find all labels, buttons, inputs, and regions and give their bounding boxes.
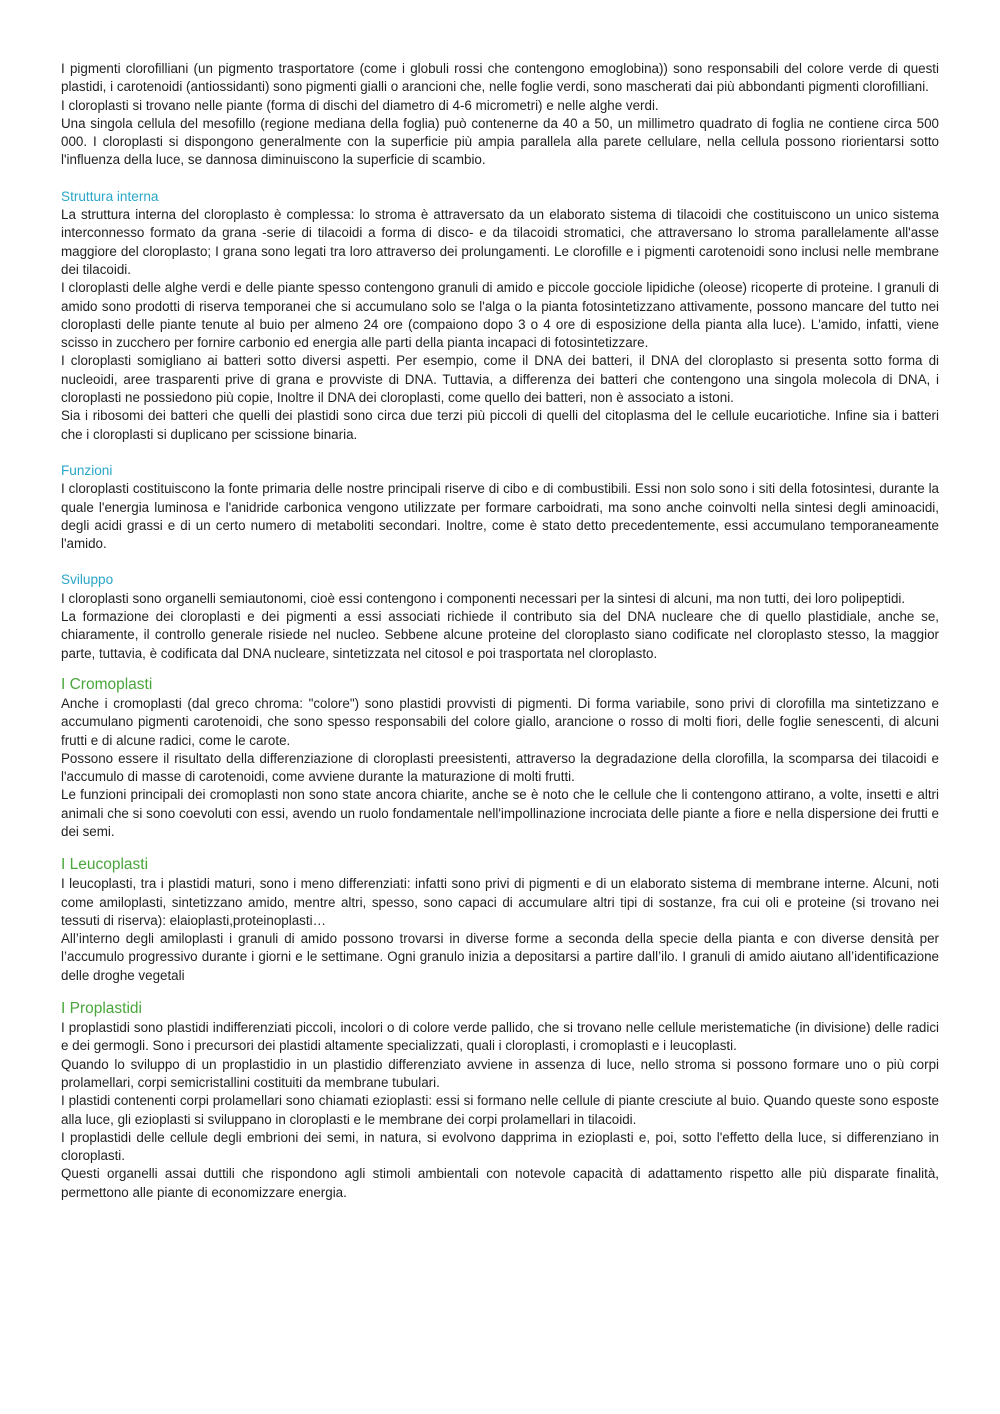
proplastidi-paragraph-5: Questi organelli assai duttili che rispondono agli stimoli ambientali con notevole capacità di adattamento rispetto alle più disparate finalità, permettono alle piante di economizzare energia. xyxy=(61,1166,939,1200)
intro-paragraph-1: I pigmenti clorofilliani (un pigmento trasportatore (come i globuli rossi che contengono emoglobina)) sono responsabili del colore verde di questi plastidi, i carotenoidi (antiossidanti) sono pigmenti gialli o arancioni che, nelle foglie verdi, sono mascherati dai più abbondanti pigmenti clorofilliani. xyxy=(61,61,939,95)
proplastidi-section xyxy=(61,999,939,1202)
sviluppo-paragraph-1: I cloroplasti sono organelli semiautonomi, cioè essi contengono i componenti necessari per la sintesi di alcuni, ma non tutti, dei loro polipeptidi. xyxy=(61,590,906,606)
proplastidi-heading: I Proplastidi xyxy=(61,1000,142,1018)
sviluppo-section xyxy=(61,571,939,662)
leucoplasti-heading: I Leucoplasti xyxy=(61,856,149,874)
leucoplasti-section xyxy=(61,855,939,985)
proplastidi-paragraph-2: Quando lo sviluppo di un proplastidio in un plastidio differenziato avviene in assenza di luce, nello stroma si possono formare uno o più corpi prolamellari, corpi semicristallini costituiti da membrane tubulari. xyxy=(61,1056,939,1090)
intro-paragraph-3: Una singola cellula del mesofillo (regione mediana della foglia) può contenerne da 40 a 50, un millimetro quadrato di foglia ne contiene circa 500 000. I cloroplasti si dispongono generalmente con la superficie più ampia parallela alla parete cellulare, nella cellula possono riorientarsi sotto l'influenza della luce, se dannosa diminuiscono la superficie di scambio. xyxy=(61,115,939,168)
proplastidi-paragraph-4: I proplastidi delle cellule degli embrioni dei semi, in natura, si evolvono dapprima in ezioplasti e, poi, sotto l'effetto della luce, si differenziano in cloroplasti. xyxy=(61,1129,939,1164)
funzioni-paragraph-1: I cloroplasti costituiscono la fonte primaria delle nostre principali riserve di cibo e di combustibili. Essi non solo sono i siti della fotosintesi, durante la quale l'energia luminosa e l'anidride carbonica vengono utilizzate per formare carboidrati, ma sono anche coinvolti nella sintesi degli aminoacidi, degli acidi grassi e di un certo numero di metaboliti secondari. Inoltre, come è stato detto precedentemente, essi accumulano temporaneamente l'amido. xyxy=(61,481,939,552)
intro-paragraph-2: I cloroplasti si trovano nelle piante (forma di dischi del diametro di 4-6 micrometri) e nelle alghe verdi. xyxy=(61,97,659,113)
cromoplasti-heading: I Cromoplasti xyxy=(61,675,153,693)
document-page xyxy=(61,60,939,1202)
funzioni-section xyxy=(61,462,939,553)
cromoplasti-paragraph-3: Le funzioni principali dei cromoplasti non sono state ancora chiarite, anche se è noto che le cellule che li contengono attirano, a volte, insetti e altri animali che si sono coevoluti con essi, avendo un ruolo fondamentale nell'impollinazione incrociata delle piante a fiore e nella dispersione dei frutti e dei semi. xyxy=(61,787,939,839)
cromoplasti-section xyxy=(61,675,939,841)
struttura-paragraph-3: I cloroplasti somigliano ai batteri sotto diversi aspetti. Per esempio, come il DNA dei batteri, il DNA del cloroplasto si presenta sotto forma di nucleoidi, aree trasparenti prive di grana e provviste di DNA. Tuttavia, a differenza dei batteri che contengono una singola molecola di DNA, i cloroplasti ne possiedono più copie, Inoltre il DNA dei cloroplasti, come quello dei batteri, non è associato a istoni. xyxy=(61,353,939,406)
struttura-paragraph-1: La struttura interna del cloroplasto è complessa: lo stroma è attraversato da un elaborato sistema di tilacoidi che costituiscono un unico sistema interconnesso formato da grana -serie di tilacoidi a forma di disco- e da tilacoidi stromatici, che attraversano lo stroma parallelamente all'asse maggiore del cloroplasto; I grana sono legati tra loro attraverso dei prolungamenti. Le clorofille e i pigmenti carotenoidi sono inclusi nelle membrane dei tilacoidi. xyxy=(61,207,939,277)
proplastidi-paragraph-1: I proplastidi sono plastidi indifferenziati piccoli, incolori o di colore verde pallido, che si trovano nelle cellule meristematiche (in divisione) delle radici e dei germogli. Sono i precursori dei plastidi altamente specializzati, quali i cloroplasti, i cromoplasti e i leucoplasti. xyxy=(61,1020,939,1054)
leucoplasti-paragraph-1: I leucoplasti, tra i plastidi maturi, sono i meno differenziati: infatti sono privi di pigmenti e di un elaborato sistema di membrane interne. Alcuni, noti come amiloplasti, sintetizzano amido, mentre altri, spesso, sono capaci di accumulare altri tipi di sostanze, fra cui oli e proteine (si trovano nei tessuti di riserva): elaioplasti,proteinoplasti… xyxy=(61,876,939,928)
leucoplasti-paragraph-2: All’interno degli amiloplasti i granuli di amido possono trovarsi in diverse forme a seconda della specie della pianta e con diverse densità per l’accumulo progressivo durante i giorni e le settimane. Ogni granulo inizia a depositarsi a partire dall’ilo. I granuli di amido aiutano all’identificazione delle droghe vegetali xyxy=(61,931,939,983)
struttura-paragraph-2: I cloroplasti delle alghe verdi e delle piante spesso contengono granuli di amido e piccole gocciole lipidiche (oleose) ricoperte di proteine. I granuli di amido sono prodotti di riserva temporanei che si accumulano solo se l'alga o la pianta fotosintetizzano attivamente, possono mancare del tutto nei cloroplasti delle piante tenute al buio per almeno 24 ore (compaiono dopo 3 o 4 ore di esposizione della pianta alla luce). L'amido, infatti, viene scisso in zucchero per fornire carbonio ed energia alle parti della pianta incapaci di fotosintetizzare. xyxy=(61,280,939,351)
proplastidi-paragraph-3: I plastidi contenenti corpi prolamellari sono chiamati ezioplasti: essi si formano nelle cellule di piante cresciute al buio. Quando queste sono esposte alla luce, gli ezioplasti si sviluppano in cloroplasti e le membrane dei corpi prolamellari in tilacoidi. xyxy=(61,1093,939,1127)
cromoplasti-paragraph-1: Anche i cromoplasti (dal greco chroma: "colore") sono plastidi provvisti di pigmenti. Di forma variabile, sono privi di clorofilla ma sintetizzano e accumulano pigmenti carotenoidi, che sono spesso responsabili del colore giallo, arancione o rosso di molti fiori, delle foglie senescenti, di alcuni frutti e di alcune radici, come le carote. xyxy=(61,695,939,748)
sviluppo-paragraph-2: La formazione dei cloroplasti e dei pigmenti a essi associati richiede il contributo sia del DNA nucleare che di quello plastidiale, anche se, chiaramente, il controllo generale risiede nel nucleo. Sebbene alcune proteine del cloroplasto siano codificate nel cloroplasto stesso, la maggior parte, tuttavia, è codificata dal DNA nucleare, sintetizzata nel citosol e poi trasportata nel cloroplasto. xyxy=(61,609,939,661)
sviluppo-heading: Sviluppo xyxy=(61,572,114,588)
struttura-paragraph-4: Sia i ribosomi dei batteri che quelli dei plastidi sono circa due terzi più piccoli di quelli del citoplasma del le cellule eucariotiche. Infine sia i batteri che i cloroplasti si duplicano per scissione binaria. xyxy=(61,408,939,442)
cromoplasti-paragraph-2: Possono essere il risultato della differenziazione di cloroplasti preesistenti, attraverso la degradazione della clorofilla, la scomparsa dei tilacoidi e l'accumulo di masse di carotenoidi, come avviene durante la maturazione di molti frutti. xyxy=(61,750,939,785)
struttura-section xyxy=(61,188,939,444)
intro-section xyxy=(61,60,939,170)
funzioni-heading: Funzioni xyxy=(61,462,113,478)
struttura-heading: Struttura interna xyxy=(61,188,159,204)
